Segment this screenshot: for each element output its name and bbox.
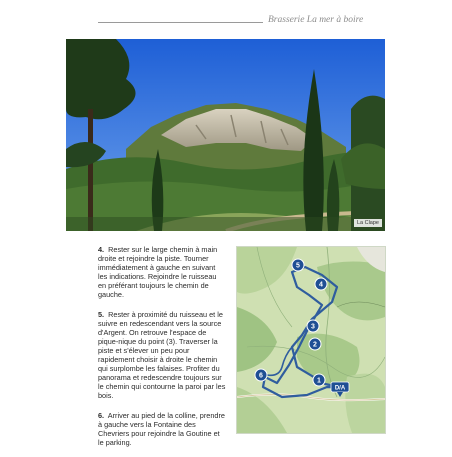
step-list (98, 245, 226, 457)
map-marker-2 (309, 338, 321, 350)
step-number: 5. (98, 309, 105, 319)
svg-text:5: 5 (296, 262, 300, 270)
step-text: Rester sur le large chemin à main droite et rejoindre la piste. Tourner immédiatement à gauche en suivant les indications. Rejoindre le ruisseau en préférant toujours le chemin de gauche. (98, 245, 218, 300)
svg-text:2: 2 (313, 341, 317, 349)
route-map (236, 246, 386, 434)
step-5 (98, 310, 226, 401)
map-marker-6 (255, 369, 267, 381)
photo-credit: La Clape (354, 219, 382, 227)
step-number: 6. (98, 410, 105, 420)
svg-text:D/A: D/A (334, 385, 346, 392)
step-text: Rester à proximité du ruisseau et le suivre en redescendant vers la source d'Argent. On retrouve l'espace de pique-nique du point (3). Traverser la piste et s'élever un peu pour rapidement choisir à droite le chemin qui surplombe les falaises. Profiter du panorama et redescendre toujours sur le chemin qui contourne la paroi par les bois. (98, 309, 226, 401)
map-marker-3 (307, 320, 319, 332)
svg-text:6: 6 (259, 372, 263, 380)
svg-text:4: 4 (319, 281, 323, 289)
step-4 (98, 245, 226, 300)
svg-text:1: 1 (317, 377, 321, 385)
step-text: Arriver au pied de la colline, prendre à gauche vers la Fontaine des Chevriers pour rejoindre la Goutine et le parking. (98, 410, 225, 447)
step-6 (98, 411, 226, 447)
landscape-photo-drawing (66, 39, 385, 231)
map-marker-5 (292, 259, 304, 271)
route-map-drawing (237, 247, 385, 433)
map-marker-1 (313, 374, 325, 386)
map-marker-4 (315, 278, 327, 290)
step-number: 4. (98, 245, 105, 254)
page-header-title: Brasserie La mer à boire (268, 15, 364, 25)
landscape-photo (66, 39, 385, 231)
header-rule (98, 22, 263, 23)
svg-text:3: 3 (311, 323, 315, 331)
